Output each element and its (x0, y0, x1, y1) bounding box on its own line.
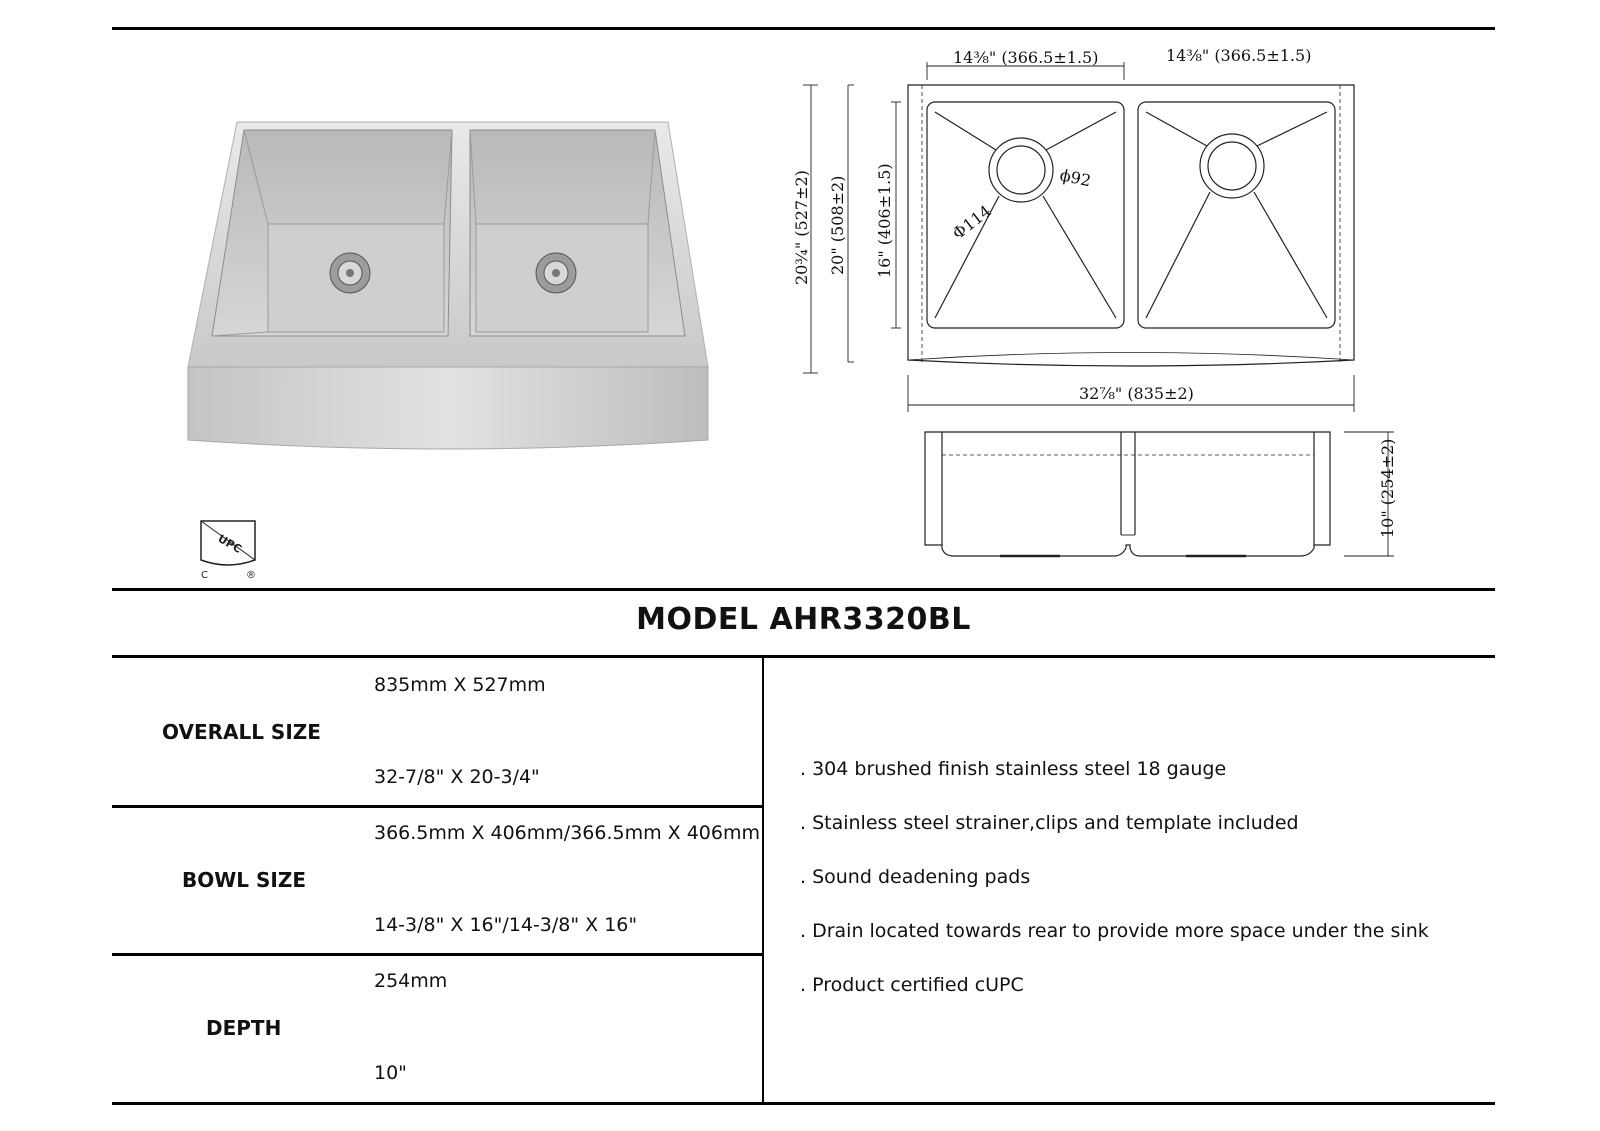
table-top-rule (112, 655, 1495, 658)
spec-imperial-bowl: 14-3/8" X 16"/14-3/8" X 16" (374, 914, 638, 936)
upc-logo-text: UPC (215, 532, 244, 556)
spec-metric-overall: 835mm X 527mm (374, 674, 546, 696)
sink-photo (188, 122, 708, 449)
dim-overall-depth: 20¾" (527±2) (792, 170, 811, 285)
cupc-logo (201, 521, 256, 581)
dim-bowl-width-left: 14⅜" (366.5±1.5) (953, 48, 1099, 67)
dim-overall-width: 32⅞" (835±2) (1079, 384, 1194, 403)
feature-item: . Product certified cUPC (800, 974, 1024, 996)
spec-imperial-overall: 32-7/8" X 20-3/4" (374, 766, 540, 788)
dim-bowl-width-right: 14⅜" (366.5±1.5) (1166, 46, 1312, 65)
front-view-drawing (925, 432, 1394, 556)
feature-item: . Stainless steel strainer,clips and template included (800, 812, 1299, 834)
feature-item: . 304 brushed finish stainless steel 18 gauge (800, 758, 1227, 780)
spec-label-overall: OVERALL SIZE (162, 720, 321, 744)
spec-metric-bowl: 366.5mm X 406mm/366.5mm X 406mm (374, 822, 760, 844)
dim-outlet-dia: Φ114 (948, 201, 995, 244)
spec-label-depth: DEPTH (206, 1016, 282, 1040)
upc-logo-r: ® (246, 570, 256, 581)
upc-logo-c: C (201, 570, 208, 581)
feature-item: . Drain located towards rear to provide more space under the sink (800, 920, 1429, 942)
dim-bowl-length: 16" (406±1.5) (875, 163, 894, 278)
spec-imperial-depth: 10" (374, 1062, 407, 1084)
row-divider-2 (112, 953, 763, 956)
table-bottom-rule (112, 1102, 1495, 1105)
table-column-divider (762, 657, 764, 1104)
dim-height: 10" (254±2) (1378, 438, 1397, 538)
feature-item: . Sound deadening pads (800, 866, 1031, 888)
spec-metric-depth: 254mm (374, 970, 448, 992)
dim-inner-depth: 20" (508±2) (828, 175, 847, 275)
spec-label-bowl: BOWL SIZE (182, 868, 307, 892)
dim-drain-dia: ϕ92 (1058, 165, 1093, 191)
model-title: MODEL AHR3320BL (636, 602, 971, 637)
row-divider-1 (112, 805, 763, 808)
